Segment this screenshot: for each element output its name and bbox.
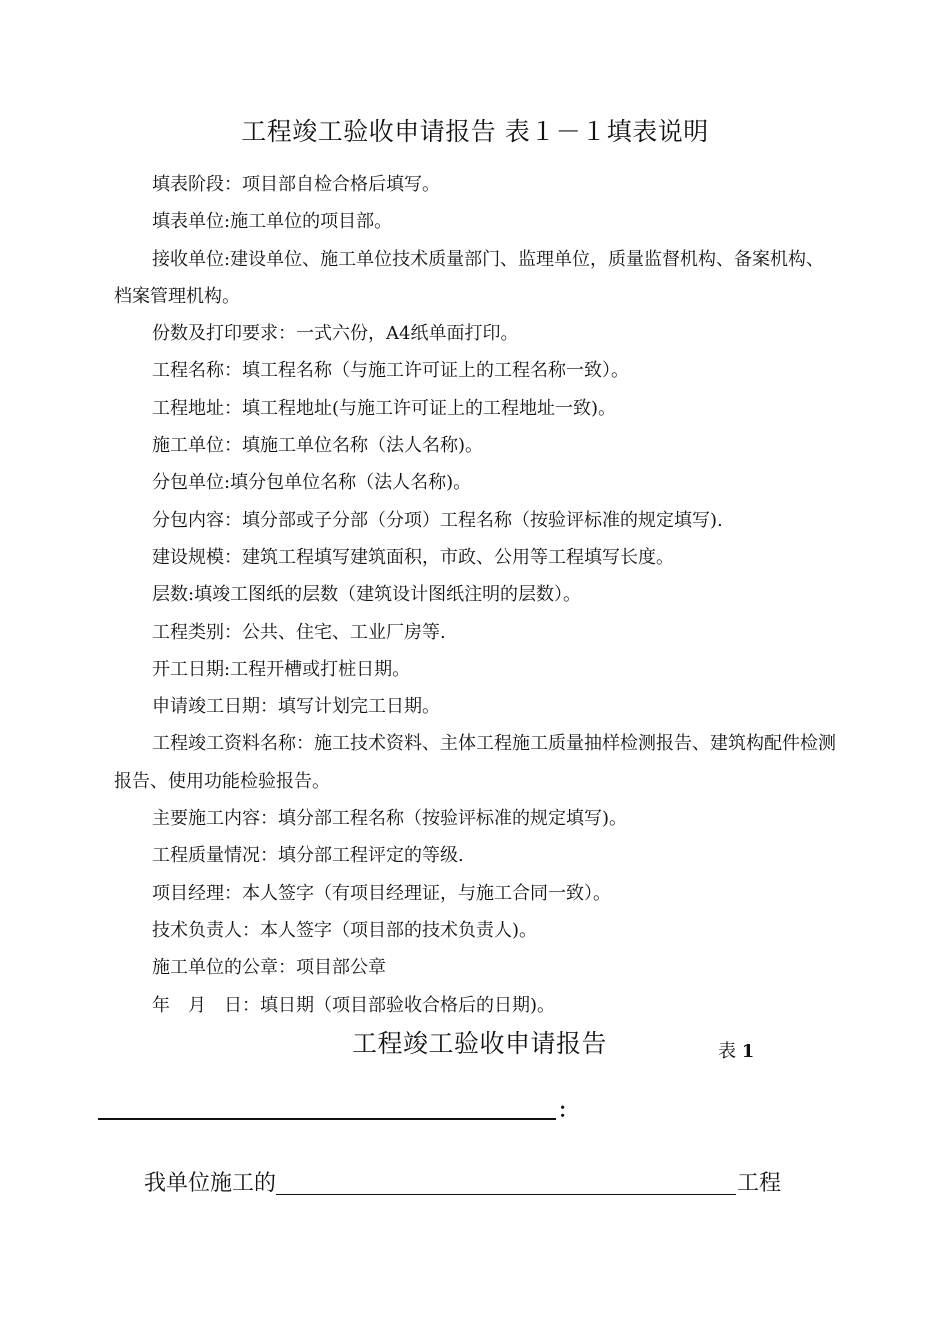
instruction-item: 接收单位:建设单位、施工单位技术质量部门、监理单位，质量监督机构、备案机构、档案管理机构。: [114, 248, 825, 307]
instruction-item: 技术负责人：本人签字（项目部的技术负责人)。: [152, 919, 538, 941]
instruction-item: 开工日期:工程开槽或打桩日期。: [152, 658, 411, 680]
body-text-prefix: 我单位施工的: [144, 1171, 277, 1196]
recipient-colon: ：: [558, 1098, 578, 1122]
instruction-item: 填表单位:施工单位的项目部。: [152, 211, 393, 233]
body-text-suffix: 工程: [737, 1171, 782, 1196]
page-title: 工程竣工验收申请报告 表１－１填表说明: [241, 117, 709, 146]
form-title: 工程竣工验收申请报告: [352, 1029, 608, 1058]
instruction-item: 施工单位的公章：项目部公章: [152, 957, 386, 979]
instruction-item: 建设规模：建筑工程填写建筑面积，市政、公用等工程填写长度。: [152, 546, 674, 568]
instruction-item: 工程地址：填工程地址(与施工许可证上的工程地址一致)。: [152, 397, 617, 419]
instruction-item: 年 月 日：填日期（项目部验收合格后的日期)。: [152, 994, 556, 1016]
instruction-item: 分包内容：填分部或子分部（分项）工程名称（按验评标准的规定填写).: [152, 509, 723, 531]
instruction-item: 工程类别：公共、住宅、工业厂房等.: [152, 621, 446, 643]
instruction-item: 填表阶段：项目部自检合格后填写。: [152, 174, 440, 195]
form-number-label: 表: [718, 1041, 736, 1062]
instruction-item: 施工单位：填施工单位名称（法人名称)。: [152, 435, 484, 457]
instruction-item: 工程名称：填工程名称（与施工许可证上的工程名称一致）。: [152, 360, 629, 382]
instruction-item: 层数:填竣工图纸的层数（建筑设计图纸注明的层数）。: [152, 584, 582, 606]
form-number: [718, 1037, 754, 1063]
instruction-item: 分包单位:填分包单位名称（法人名称)。: [152, 472, 472, 494]
instruction-item: 项目经理：本人签字（有项目经理证，与施工合同一致）。: [152, 882, 611, 904]
instruction-item: 申请竣工日期：填写计划完工日期。: [152, 696, 440, 718]
project-name-fill-line[interactable]: [276, 1194, 736, 1195]
instruction-list: [114, 166, 840, 1024]
recipient-fill-line[interactable]: [98, 1118, 556, 1120]
instruction-item: 份数及打印要求：一式六份，A4纸单面打印。: [152, 323, 519, 345]
instruction-item: 主要施工内容：填分部工程名称（按验评标准的规定填写)。: [152, 808, 628, 830]
instruction-item: 工程质量情况：填分部工程评定的等级.: [152, 845, 464, 867]
form-number-value: 1: [741, 1041, 755, 1062]
instruction-item: 工程竣工资料名称：施工技术资料、主体工程施工质量抽样检测报告、建筑构配件检测报告、使用功能检验报告。: [114, 733, 836, 792]
